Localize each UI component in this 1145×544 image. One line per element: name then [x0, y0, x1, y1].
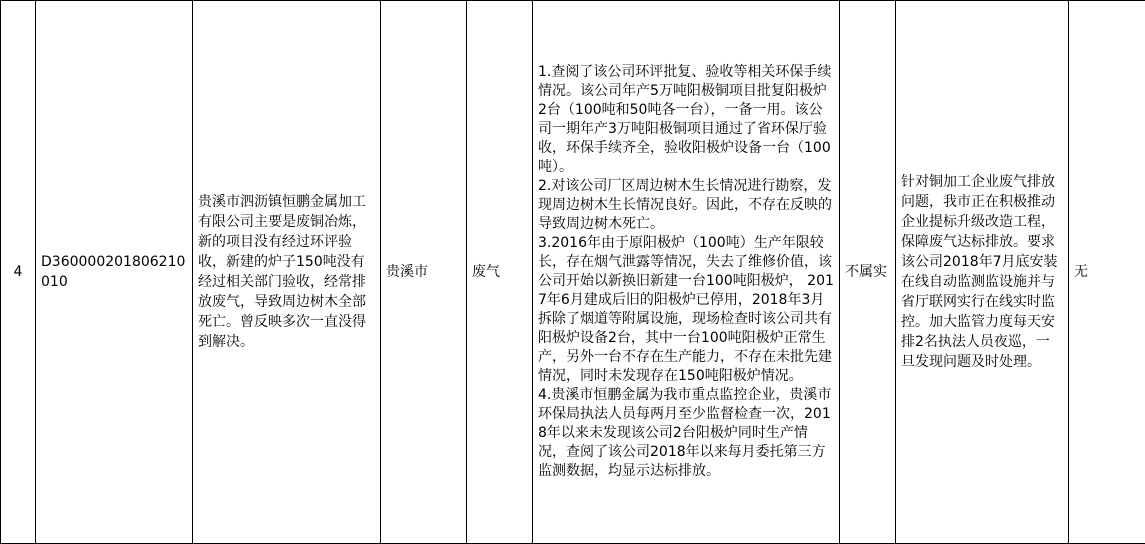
pollution-category: 废气 [467, 1, 533, 544]
detail-item-3: 3.2016年由于原阳极炉（100吨）生产年限较长，存在烟气泄露等情况，失去了维修价值，该公司开始以新换旧新建一台100吨阳极炉， 2017年6月建成后旧的阳极炉已停用，2018年3月拆除了烟道等附属设施，现场检查时该公司共有阳极炉设备2台，其中一台100吨阳极炉正常生产，另外一台不存在生产能力，不存在未批先建情况，同时未发现存在150吨阳极炉情况。 [538, 235, 834, 384]
rectification-measures: 针对铜加工企业废气排放问题，我市正在积极推动企业提标升级改造工程，保障废气达标排放。要求该公司2018年7月底安装在线自动监测监设施并与省厅联网实行在线实时监控。加大监管力度每天安排2名执法人员夜巡，一旦发现问题及时处理。 [896, 1, 1069, 544]
detail-item-2: 2.对该公司厂区周边树木生长情况进行勘察，发现周边树木生长情况良好。因此，不存在反映的导致周边树木死亡。 [538, 178, 832, 232]
verdict-cell: 不属实 [840, 1, 896, 544]
detail-item-4: 4.贵溪市恒鹏金属为我市重点监控企业，贵溪市环保局执法人员每两月至少监督检查一次，2018年以来未发现该公司2台阳极炉同时生产情况，查阅了该公司2018年以来每月委托第三方监测数据，均显示达标排放。 [538, 387, 832, 479]
table-row [1, 1, 1145, 544]
complaint-code: D360000201806210010 [36, 1, 193, 544]
investigation-details [533, 1, 840, 544]
detail-item-1: 1.查阅了该公司环评批复、验收等相关环保手续情况。该公司年产5万吨阳极铜项目批复阳极炉2台（100吨和50吨各一台），一备一用。该公司一期年产3万吨阳极铜项目通过了省环保厅验收，环保手续齐全，验收阳极炉设备一台（100吨）。 [538, 64, 832, 175]
region-cell: 贵溪市 [381, 1, 467, 544]
row-index: 4 [1, 1, 36, 544]
accountability-cell: 无 [1069, 1, 1145, 544]
complaint-content: 贵溪市泗沥镇恒鹏金属加工有限公司主要是废铜冶炼，新的项目没有经过环评验收，新建的炉子150吨没有经过相关部门验收，经常排放废气，导致周边树木全部死亡。曾反映多次一直没得到解决。 [193, 1, 381, 544]
